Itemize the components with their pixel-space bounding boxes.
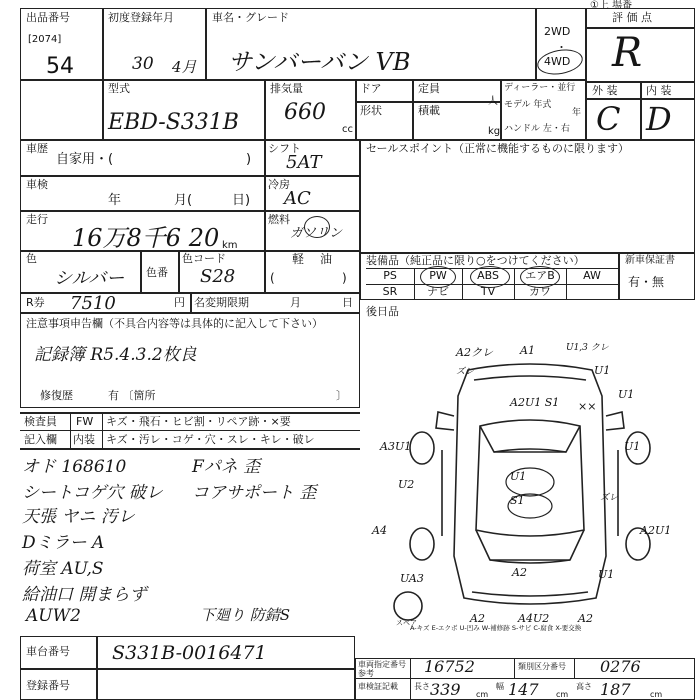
interior-check-label: 内装 (73, 433, 95, 446)
diag-spare-label: スペア (396, 619, 417, 627)
reg-label: 登録番号 (26, 679, 70, 692)
top-right-label: ①上 場番 (590, 0, 633, 11)
car-name: サンバーバン VB (228, 48, 411, 76)
equip-aw: AW (583, 269, 601, 282)
ref-label-1: 車両指定番号 (358, 660, 406, 669)
ref-value-1: 16752 (424, 657, 475, 676)
color-code-label: 色コード (182, 252, 226, 265)
post-reg-label: 後日品 (366, 305, 399, 318)
first-reg-year: 30 (132, 54, 154, 74)
fuel-value: ガソリン (290, 226, 343, 241)
inspector-right-2: コアサポート 歪 (192, 483, 317, 503)
color-label: 色 (26, 252, 37, 265)
fuel-mark-circle (304, 216, 330, 238)
chassis-label: 車台番号 (26, 645, 70, 658)
inspector-line-1: オド 168610 (22, 457, 127, 477)
fuel-opt-light: 軽 (292, 252, 305, 266)
notes-label: 注意事項申告欄（不具合内容等は具体的に記入して下さい） (26, 317, 323, 330)
capacity-label: 定員 (418, 82, 440, 95)
model-year-unit: 年 (572, 108, 582, 118)
sales-point-label: セールスポイント（正常に機能するものに限ります） (366, 142, 630, 155)
equip-ps: PS (383, 269, 397, 282)
diag-label-14: U2 (398, 478, 415, 491)
dim-label: 車検証記載 (358, 682, 398, 691)
fuel-opt-oil: 油 (320, 252, 333, 266)
history-value: 自家用・( (56, 152, 114, 167)
recycle-value: 7510 (70, 293, 116, 314)
car-damage-diagram (370, 330, 695, 630)
lot-sub: [2074] (28, 34, 62, 45)
inspector-right-3: 下廻り 防錆S (200, 606, 291, 624)
recycle-unit: 円 (174, 296, 185, 309)
mileage-value: 16万8千6 20 (72, 224, 220, 252)
diag-label-12: S1 (510, 494, 525, 507)
pw-circle (420, 266, 456, 288)
drive-4wd: 4WD (544, 55, 571, 68)
dim-height-unit: cm (650, 690, 663, 699)
displacement-unit: cc (342, 124, 353, 135)
fw-text: キズ・飛石・ヒビ割・リペア跡・×要 (106, 415, 291, 428)
load-unit: kg (488, 126, 501, 137)
diag-label-10: U1 (624, 440, 641, 453)
title-date-day: 日 (342, 296, 353, 309)
repair-close: 〕 (336, 389, 347, 402)
lot-number: 54 (46, 54, 74, 79)
fuel-label: 燃料 (268, 213, 290, 226)
inspector-line-7: AUW2 (26, 606, 81, 626)
warranty-value: 有・無 (628, 275, 665, 289)
color-code-value: S28 (200, 266, 236, 287)
notes-content: 記録簿 R5.4.3.2枚良 (34, 345, 197, 365)
equipment-label: 装備品（純正品に限り○をつけてください） (366, 254, 585, 267)
mileage-label: 走行 (26, 213, 48, 226)
diag-label-1: A2クレ (456, 346, 493, 359)
diag-label-4: ズレ (456, 367, 475, 377)
fuel-paren-open: ( (270, 271, 275, 285)
diag-label-2: A1 (520, 344, 535, 357)
diagram-legend: A-キズ E-エクボ U-凹み W-補修跡 S-サビ C-腐食 X-要交換 (410, 624, 582, 632)
first-reg-month: 4月 (172, 58, 197, 76)
diag-label-8: U1 (618, 388, 635, 401)
diag-label-3: U1,3 クレ (566, 343, 609, 353)
model-value: EBD-S331B (108, 110, 239, 135)
name-grade-label: 車名・グレード (212, 11, 289, 24)
inspector-right-1: Fパネ 歪 (192, 457, 261, 477)
diag-label-7: ×× (578, 400, 597, 413)
diag-label-11: U1 (510, 470, 527, 483)
diag-label-22: A2 (578, 612, 593, 625)
equip-abs: ABS (477, 269, 499, 282)
equip-airbag: エアB (525, 269, 555, 282)
capacity-unit: 人 (488, 96, 498, 107)
ac-value: AC (284, 188, 311, 209)
dim-length: 339 (430, 680, 461, 699)
door-label: ドア (360, 82, 382, 95)
rating-value: R (612, 30, 643, 76)
interior-check-text: キズ・汚レ・コゲ・穴・スレ・キレ・破レ (106, 433, 315, 446)
first-reg-label: 初度登録年月 (108, 11, 174, 24)
exterior-value: C (596, 100, 621, 138)
inspector-line-5: 荷室 AU,S (22, 559, 104, 579)
lot-label: 出品番号 (26, 11, 70, 24)
model-year-label: モデル 年式 (504, 100, 552, 110)
warranty-label: 新車保証書 (625, 255, 675, 266)
exterior-label: 外 装 (592, 84, 618, 97)
dealer-label: ディーラー・並行 (504, 83, 576, 93)
mileage-unit: km (222, 240, 238, 251)
dim-height-label: 高さ (576, 682, 592, 691)
dim-length-unit: cm (476, 690, 489, 699)
class-label: 類別区分番号 (518, 662, 566, 671)
diag-label-19: U1 (598, 568, 615, 581)
inspection-label: 車検 (26, 178, 48, 191)
title-date-month: 月 (290, 296, 301, 309)
dim-length-label: 長さ (414, 682, 430, 691)
diag-label-13: ズレ (600, 493, 619, 503)
inspector-label-1: 検査員 (24, 415, 57, 428)
airbag-circle (520, 266, 560, 288)
inspection-month: 月( (174, 193, 193, 208)
abs-circle (470, 266, 510, 288)
diag-label-17: UA3 (400, 572, 424, 585)
repair-label: 修復歴 (40, 389, 73, 402)
dim-width-label: 幅 (496, 682, 504, 691)
recycle-label: R券 (26, 296, 45, 309)
diag-label-16: A2U1 (640, 524, 672, 537)
color-no-label: 色番 (146, 266, 168, 279)
dim-width: 147 (508, 680, 539, 699)
equip-leather: カワ (529, 285, 551, 298)
shift-label: シフト (268, 142, 301, 155)
history-close: ) (246, 152, 252, 167)
inspector-line-3: 天張 ヤニ 汚レ (22, 507, 135, 527)
equip-pw: PW (429, 269, 447, 282)
diag-label-9: A3U1 (380, 440, 412, 453)
drive-2wd: 2WD (544, 25, 571, 38)
displacement-label: 排気量 (270, 82, 303, 95)
inspector-line-2: シートコゲ穴 破レ (22, 483, 163, 503)
rating-label: 評 価 点 (612, 11, 652, 24)
color-value: シルバー (54, 268, 125, 289)
repair-value: 有 〔箇所 (108, 389, 156, 402)
fw-label: FW (76, 415, 94, 428)
diag-label-6: A2U1 S1 (510, 396, 560, 409)
model-label: 型式 (108, 82, 130, 95)
interior-label: 内 装 (646, 84, 672, 97)
inspection-day: 日) (232, 193, 251, 208)
shift-value: 5AT (286, 152, 322, 173)
inspection-year: 年 (108, 193, 122, 208)
handle-label: ハンドル 左・右 (504, 124, 570, 134)
interior-value: D (646, 100, 672, 138)
equip-navi: ナビ (427, 285, 449, 298)
inspector-line-4: Dミラー A (22, 533, 105, 553)
dim-height: 187 (600, 680, 631, 699)
ac-label: 冷房 (268, 178, 290, 191)
chassis-value: S331B-0016471 (112, 642, 267, 664)
class-value: 0276 (600, 657, 641, 676)
history-label: 車歴 (26, 142, 48, 155)
dim-width-unit: cm (556, 690, 569, 699)
equip-tv: TV (480, 285, 496, 298)
diag-label-5: U1 (594, 364, 611, 377)
diag-label-18: A2 (512, 566, 527, 579)
drive-dot: ・ (556, 41, 567, 54)
equip-sr: SR (382, 285, 398, 298)
load-label: 積載 (418, 104, 440, 117)
displacement-value: 660 (284, 100, 326, 125)
ref-sub: 参考 (358, 669, 374, 678)
fuel-paren-close: ) (342, 271, 347, 285)
diag-label-21: A4U2 (518, 612, 550, 625)
diag-label-20: A2 (470, 612, 485, 625)
title-date-label: 名変期限期 (194, 296, 249, 309)
inspector-label-2: 記入欄 (24, 433, 57, 446)
shape-label: 形状 (360, 104, 382, 117)
inspector-line-6: 給油口 開まらず (22, 585, 147, 605)
diag-label-15: A4 (372, 524, 387, 537)
